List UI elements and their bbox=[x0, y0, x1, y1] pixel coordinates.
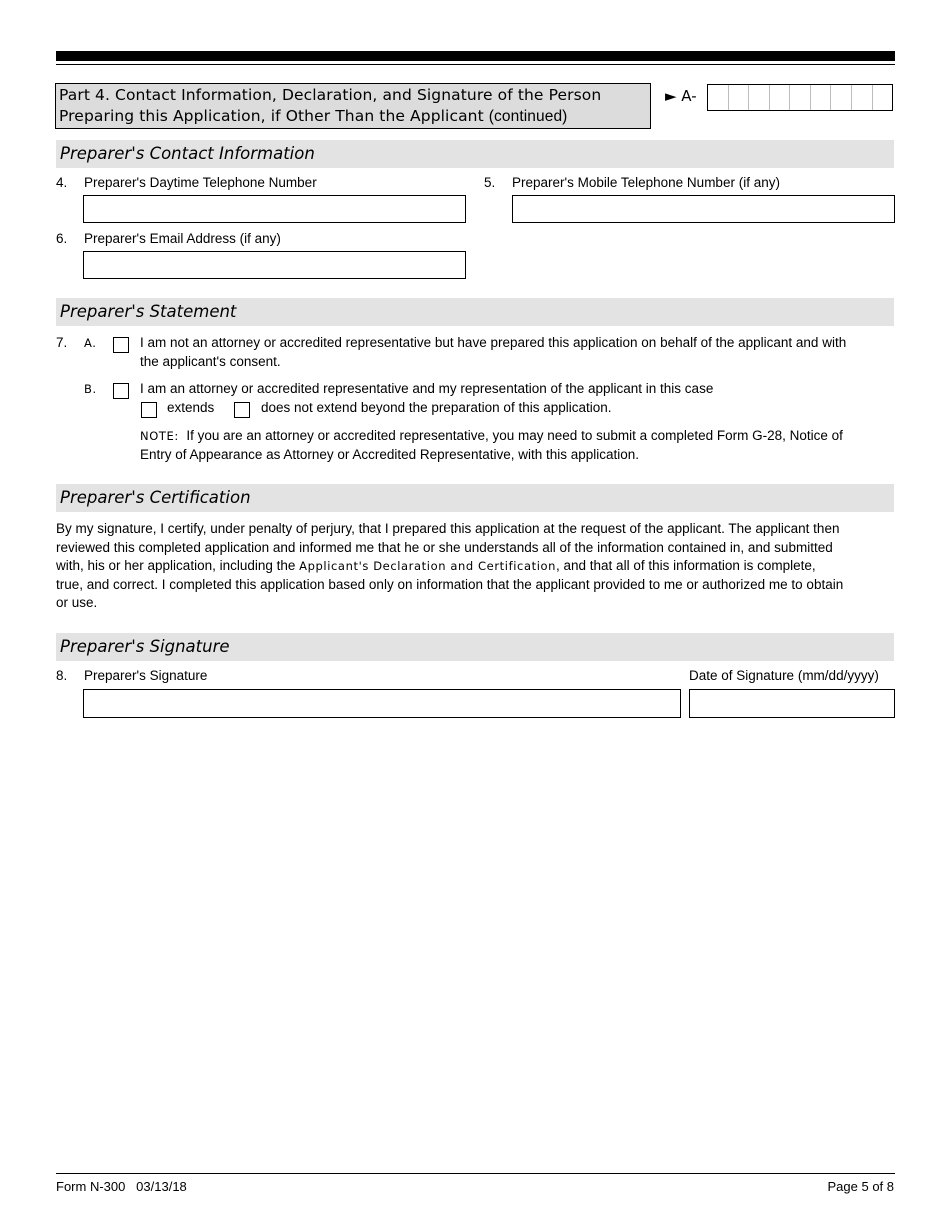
signature-field[interactable] bbox=[83, 689, 681, 718]
daytime-phone-field[interactable] bbox=[83, 195, 466, 223]
q6-number: 6. bbox=[56, 231, 68, 246]
footer-rule bbox=[56, 1173, 895, 1174]
certification-line3-sc: Applicant's Declaration and Certification bbox=[299, 559, 557, 573]
q5-number: 5. bbox=[484, 175, 496, 190]
footer-form-id: Form N-300 03/13/18 bbox=[56, 1179, 187, 1194]
section-contact-header: Preparer's Contact Information bbox=[56, 140, 894, 168]
q4-label: Preparer's Daytime Telephone Number bbox=[84, 175, 317, 190]
section-certification-header: Preparer's Certification bbox=[56, 484, 894, 512]
option-a-text bbox=[140, 334, 900, 371]
footer-page-number: Page 5 of 8 bbox=[827, 1179, 894, 1194]
certification-line2: reviewed this completed application and informed me that he or she understands all of the information contained in, and submitted bbox=[56, 539, 833, 555]
certification-paragraph bbox=[56, 520, 901, 613]
option-b-checkbox[interactable] bbox=[113, 383, 129, 399]
q4-number: 4. bbox=[56, 175, 68, 190]
note-block bbox=[140, 427, 900, 464]
email-field[interactable] bbox=[83, 251, 466, 279]
mobile-phone-field[interactable] bbox=[512, 195, 895, 223]
certification-line3-pre: with, his or her application, including the bbox=[56, 558, 296, 573]
certification-line1: By my signature, I certify, under penalty of perjury, that I prepared this application at the request of the applicant. The applicant then bbox=[56, 521, 840, 536]
option-b-letter: B. bbox=[84, 382, 97, 396]
a-number-label: ► A- bbox=[665, 87, 697, 105]
option-a-letter: A. bbox=[84, 336, 97, 350]
part-title-line1: Part 4. Contact Information, Declaration, and Signature of the Person bbox=[59, 86, 602, 104]
section-signature-header: Preparer's Signature bbox=[56, 633, 894, 661]
signature-label: Preparer's Signature bbox=[84, 668, 208, 683]
note-text-line1: If you are an attorney or accredited representative, you may need to submit a completed Form G-28, Notice of bbox=[186, 428, 843, 443]
a-number-field[interactable] bbox=[707, 84, 893, 111]
option-a-text-line2: the applicant's consent. bbox=[140, 353, 281, 369]
certification-line4: true, and correct. I completed this application based only on information that the applicant provided to me or authorized me to obtain bbox=[56, 576, 844, 592]
not-extend-label: does not extend beyond the preparation of this application. bbox=[261, 400, 612, 415]
part-title-continued: (continued) bbox=[488, 108, 568, 125]
part-title-box bbox=[55, 83, 651, 129]
extends-checkbox[interactable] bbox=[141, 402, 157, 418]
q7-number: 7. bbox=[56, 335, 68, 350]
top-rule-thick bbox=[56, 51, 895, 61]
top-rule-thin bbox=[56, 64, 895, 65]
option-a-checkbox[interactable] bbox=[113, 337, 129, 353]
section-statement-header: Preparer's Statement bbox=[56, 298, 894, 326]
certification-line3-post: , and that all of this information is complete, bbox=[556, 558, 816, 573]
part-title-line2: Preparing this Application, if Other Than the Applicant bbox=[59, 107, 484, 125]
certification-line5: or use. bbox=[56, 595, 98, 610]
option-a-text-line1: I am not an attorney or accredited representative but have prepared this application on behalf of the applicant and with bbox=[140, 335, 847, 350]
note-text-line2: Entry of Appearance as Attorney or Accredited Representative, with this application. bbox=[140, 446, 640, 462]
q8-number: 8. bbox=[56, 668, 68, 683]
not-extend-checkbox[interactable] bbox=[234, 402, 250, 418]
option-b-text: I am an attorney or accredited representative and my representation of the applicant in this case bbox=[140, 381, 714, 396]
note-label: NOTE: bbox=[140, 429, 179, 443]
extends-label: extends bbox=[167, 400, 215, 415]
q6-label: Preparer's Email Address (if any) bbox=[84, 231, 281, 246]
q5-label: Preparer's Mobile Telephone Number (if any) bbox=[512, 175, 780, 190]
date-label: Date of Signature (mm/dd/yyyy) bbox=[689, 668, 879, 683]
date-field[interactable] bbox=[689, 689, 895, 718]
